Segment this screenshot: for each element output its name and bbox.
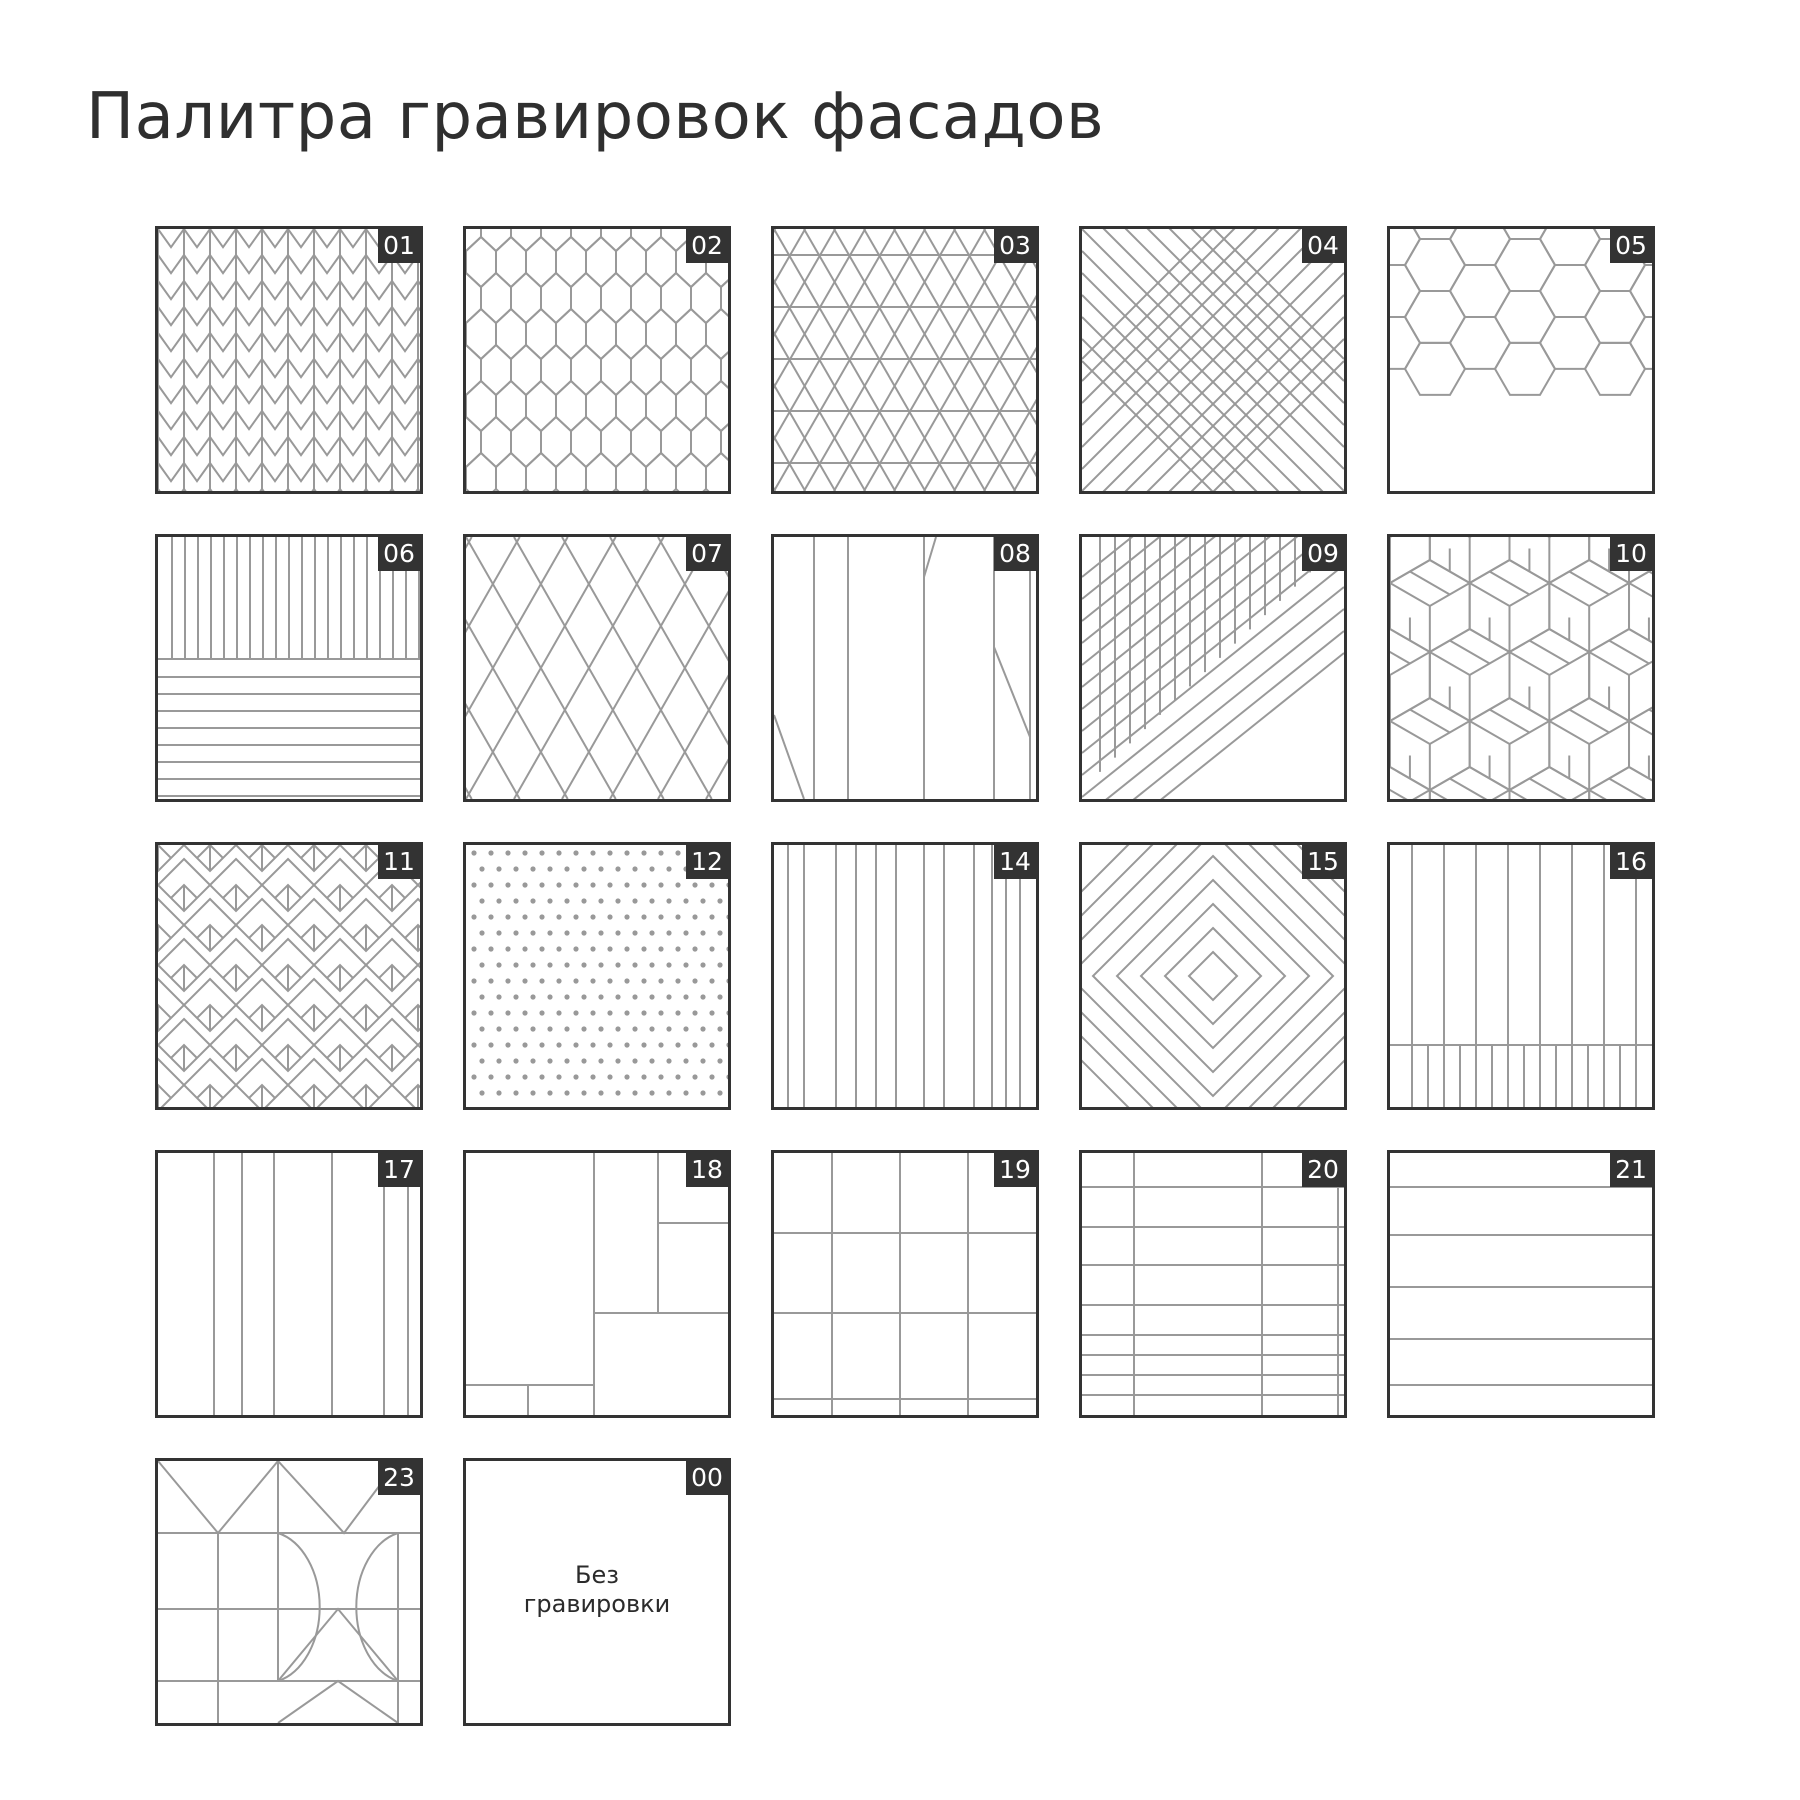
engraving-tile-11[interactable]: [155, 842, 423, 1110]
engraving-tile-12[interactable]: [463, 842, 731, 1110]
tile-number-badge: 03: [994, 229, 1036, 263]
tile-number-badge: 20: [1302, 1153, 1344, 1187]
engraving-tile-23[interactable]: [155, 1458, 423, 1726]
tile-number-badge: 05: [1610, 229, 1652, 263]
pattern-vertical-lines-bottom-band: [1390, 845, 1652, 1107]
pattern-diagonal-over-vertical-lines: [1082, 537, 1344, 799]
pattern-uneven-vertical-lines: [774, 845, 1036, 1107]
engraving-tile-21[interactable]: [1387, 1150, 1655, 1418]
tile-number-badge: 12: [686, 845, 728, 879]
pattern-vertical-over-horizontal-lines: [158, 537, 420, 799]
engraving-tile-03[interactable]: [771, 226, 1039, 494]
pattern-herringbone-chevron: [158, 229, 420, 491]
tile-number-badge: 09: [1302, 537, 1344, 571]
engraving-tile-02[interactable]: [463, 226, 731, 494]
pattern-star-cube: [774, 229, 1036, 491]
pattern-honeycomb: [1390, 229, 1652, 491]
engraving-tile-04[interactable]: [1079, 226, 1347, 494]
tile-number-badge: 19: [994, 1153, 1036, 1187]
engraving-tile-08[interactable]: [771, 534, 1039, 802]
engraving-tile-18[interactable]: [463, 1150, 731, 1418]
engraving-tile-06[interactable]: [155, 534, 423, 802]
page-title: Палитра гравировок фасадов: [86, 80, 1105, 154]
engraving-tile-05[interactable]: [1387, 226, 1655, 494]
tile-number-badge: 02: [686, 229, 728, 263]
engraving-tile-19[interactable]: [771, 1150, 1039, 1418]
tile-number-badge: 15: [1302, 845, 1344, 879]
pattern-geometric-mosaic: [158, 1461, 420, 1723]
pattern-tumbling-blocks: [1390, 537, 1652, 799]
pattern-block-panels: [466, 1153, 728, 1415]
tile-number-badge: 23: [378, 1461, 420, 1495]
tile-number-badge: 07: [686, 537, 728, 571]
pattern-ledger-grid: [1082, 1153, 1344, 1415]
caption-line-1: Без: [575, 1561, 619, 1589]
engraving-tile-09[interactable]: [1079, 534, 1347, 802]
pattern-concentric-diamonds: [1082, 845, 1344, 1107]
no-engraving-caption: [466, 1561, 728, 1619]
engraving-tile-10[interactable]: [1387, 534, 1655, 802]
tile-number-badge: 17: [378, 1153, 420, 1187]
pattern-x-chevron: [1082, 229, 1344, 491]
engraving-tile-17[interactable]: [155, 1150, 423, 1418]
tile-number-badge: 08: [994, 537, 1036, 571]
tile-number-badge: 18: [686, 1153, 728, 1187]
tile-number-badge: 01: [378, 229, 420, 263]
pattern-irregular-grid: [774, 1153, 1036, 1415]
caption-line-2: гравировки: [523, 1590, 671, 1618]
pattern-elongated-hexagon: [466, 229, 728, 491]
tile-number-badge: 00: [686, 1461, 728, 1495]
engraving-tile-14[interactable]: [771, 842, 1039, 1110]
tile-number-badge: 10: [1610, 537, 1652, 571]
engraving-tile-07[interactable]: [463, 534, 731, 802]
tile-number-badge: 21: [1610, 1153, 1652, 1187]
tile-number-badge: 14: [994, 845, 1036, 879]
tile-number-badge: 11: [378, 845, 420, 879]
tile-number-badge: 06: [378, 537, 420, 571]
engraving-tile-15[interactable]: [1079, 842, 1347, 1110]
pattern-diamond-lattice: [466, 537, 728, 799]
engraving-tile-00[interactable]: [463, 1458, 731, 1726]
engraving-tile-16[interactable]: [1387, 842, 1655, 1110]
pattern-horizontal-lines: [1390, 1153, 1652, 1415]
engraving-palette-grid: [155, 226, 1655, 1726]
pattern-dots: [466, 845, 728, 1107]
pattern-irregular-vertical-lines: [774, 537, 1036, 799]
engraving-tile-20[interactable]: [1079, 1150, 1347, 1418]
tile-number-badge: 04: [1302, 229, 1344, 263]
engraving-tile-01[interactable]: [155, 226, 423, 494]
tile-number-badge: 16: [1610, 845, 1652, 879]
pattern-chevron-diamonds: [158, 845, 420, 1107]
pattern-wide-vertical-panels: [158, 1153, 420, 1415]
